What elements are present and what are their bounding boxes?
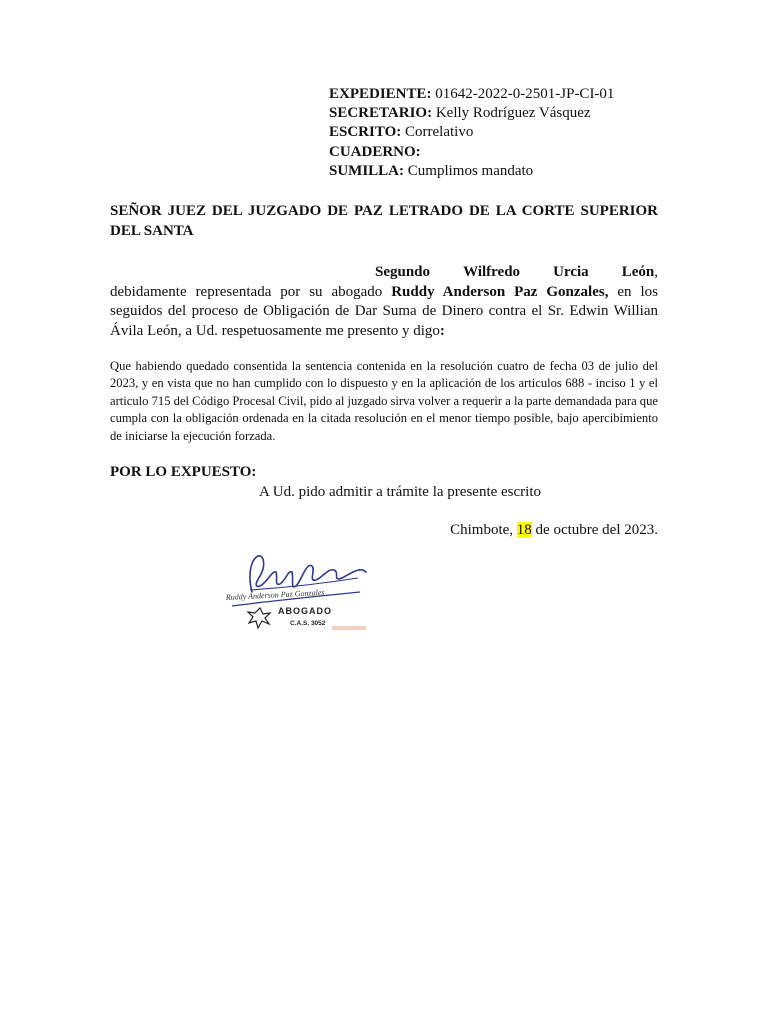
client-name-comma: , (654, 264, 658, 280)
signature-stamp (220, 542, 370, 630)
addressee-heading: SEÑOR JUEZ DEL JUZGADO DE PAZ LETRADO DE LA CORTE SUPERIOR DEL SANTA (110, 203, 658, 239)
sumilla-value: Cumplimos mandato (404, 162, 534, 179)
date-day-highlight: 18 (516, 522, 532, 538)
intro-text-after: en los seguidos del proceso de Obligación de Dar Suma de Dinero contra el Sr. Edwin Willian Ávila León, a Ud. respetuosamente me presento y digo (110, 283, 658, 339)
stamp-name: Ruddy Anderson Paz Gonzales (225, 587, 325, 602)
sumilla-row (329, 162, 614, 181)
escrito-value: Correlativo (401, 124, 474, 141)
escrito-row (329, 123, 614, 142)
client-name-word: Wilfredo (463, 264, 521, 280)
stamp-registration: C.A.S. 3052 (290, 620, 326, 627)
date-prefix: Chimbote, (450, 522, 517, 538)
secretario-label: SECRETARIO: (329, 105, 433, 122)
intro-text-before: debidamente representada por su abogado (110, 283, 392, 300)
closing-text: A Ud. pido admitir a trámite la presente escrito (259, 484, 541, 500)
request-paragraph: Que habiendo quedado consentida la sentencia contenida en la resolución cuatro de fecha 03 de julio del 2023, y en vista que no han cumplido con lo dispuesto y en la aplicación de los articulos 688 - inciso 1 y el articulo 715 del Código Procesal Civil, pido al juzgado sirva volver a requerir a la parte demandada para que cumpla con la obligación ordenada en la citada resolución en el menor tiempo posible, bajo apercibimiento de iniciarse la ejecución forzada. (110, 359, 658, 443)
lawyer-name: Ruddy Anderson Paz Gonzales, (391, 283, 609, 300)
secretario-value: Kelly Rodríguez Vásquez (432, 105, 591, 122)
sumilla-label: SUMILLA: (329, 162, 405, 179)
expediente-label: EXPEDIENTE: (329, 86, 432, 102)
date-line (450, 522, 658, 539)
client-name-word: Segundo (375, 264, 431, 280)
closing-title: POR LO EXPUESTO: (110, 464, 257, 480)
cuaderno-label: CUADERNO: (329, 143, 421, 160)
intro-paragraph (110, 263, 658, 341)
cuaderno-row (329, 143, 614, 162)
client-name-last-word (622, 263, 658, 283)
case-header (329, 85, 614, 181)
stamp-ink-mark (332, 626, 366, 630)
date-suffix: de octubre del 2023. (531, 522, 658, 538)
stamp-star-icon (248, 608, 270, 628)
intro-text (110, 283, 658, 342)
client-name-word: León (621, 264, 655, 280)
client-name-line (110, 263, 658, 283)
stamp-title: ABOGADO (278, 606, 332, 616)
expediente-value: 01642-2022-0-2501-JP-CI-01 (431, 86, 615, 102)
intro-colon: : (439, 322, 445, 339)
expediente-row (329, 85, 614, 104)
client-name-word: Urcia (553, 264, 589, 280)
signature-stroke (250, 556, 366, 592)
escrito-label: ESCRITO: (329, 124, 402, 141)
secretario-row (329, 104, 614, 123)
